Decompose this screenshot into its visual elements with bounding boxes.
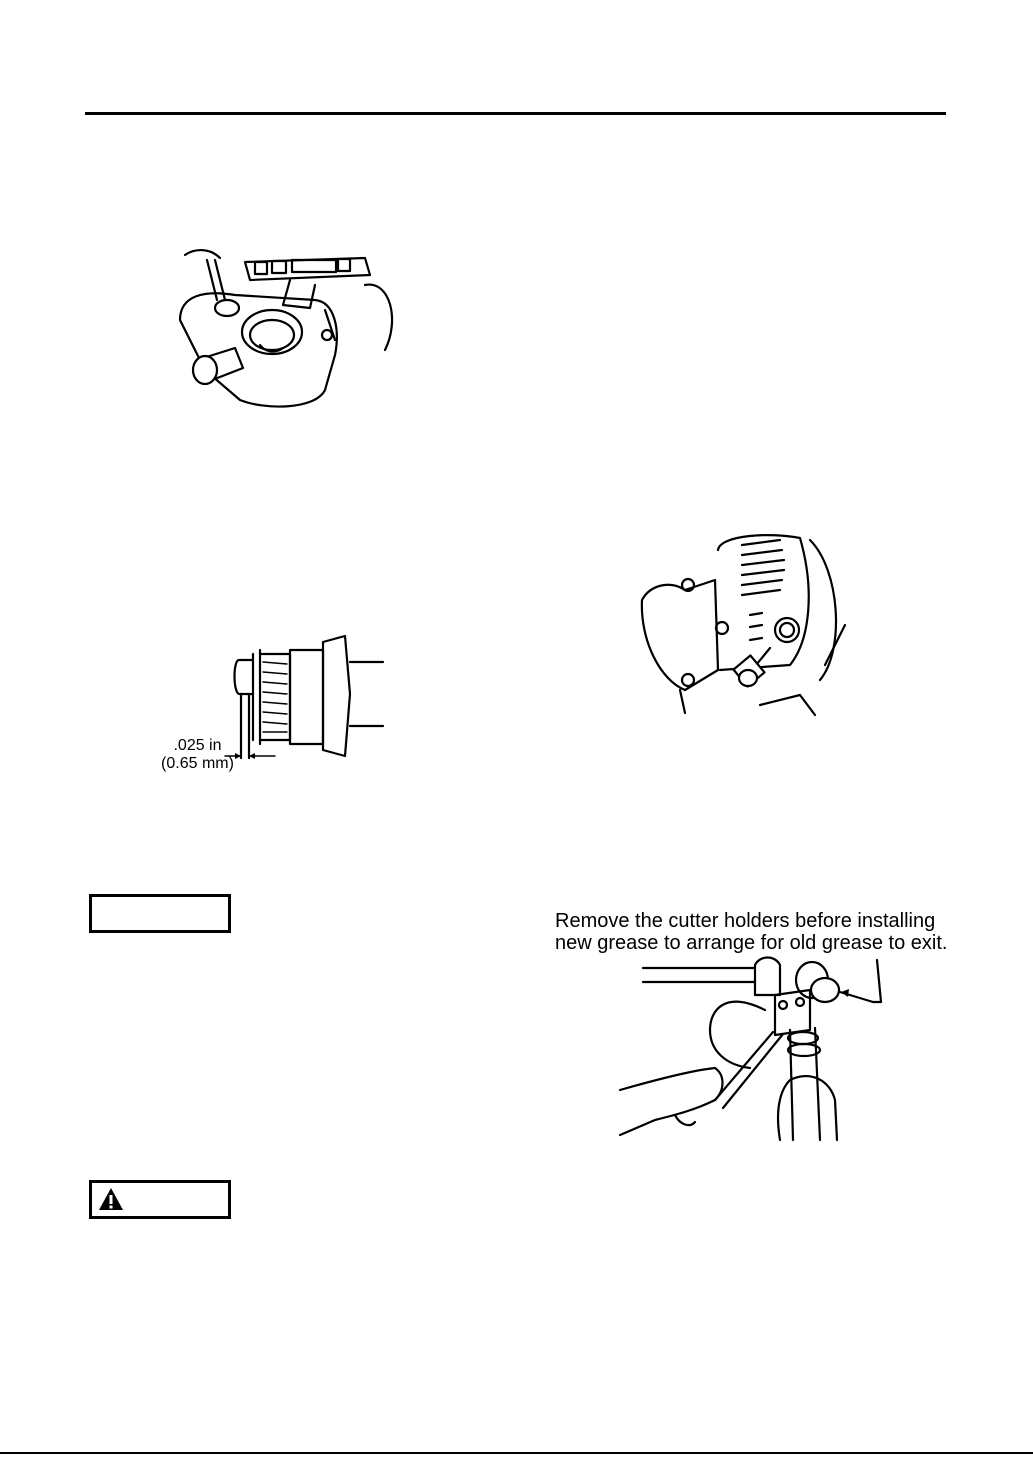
gap-millimeters-label: (0.65 mm) (161, 755, 234, 772)
spark-plug-gap-illustration (225, 632, 385, 762)
notice-box (89, 894, 231, 933)
header-rule (85, 112, 946, 115)
footer-rule (0, 1452, 1033, 1454)
gap-inches-label: .025 in (173, 737, 222, 754)
warning-triangle-icon (98, 1187, 124, 1211)
engine-spark-plug-illustration (640, 530, 855, 715)
warning-box (89, 1180, 231, 1219)
grease-instruction-caption: Remove the cutter holders before installing new grease to arrange for old grease to exit. (555, 910, 948, 954)
grease-gun-illustration (615, 950, 885, 1145)
fuel-tank-illustration (175, 240, 400, 415)
